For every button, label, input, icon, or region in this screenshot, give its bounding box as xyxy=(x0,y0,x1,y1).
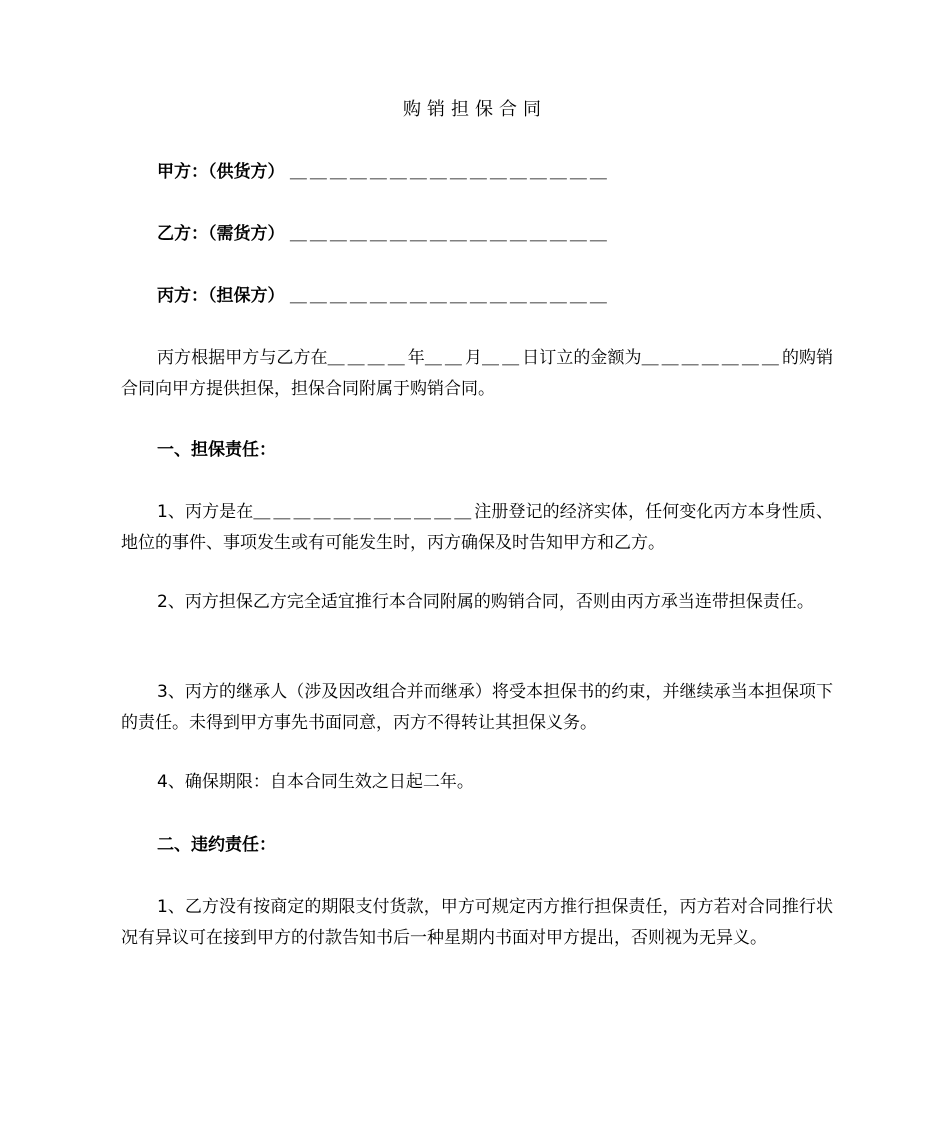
intro-blank-amount: ＿＿＿＿＿＿＿ xyxy=(641,348,782,368)
intro-text-3: 月 xyxy=(464,348,483,368)
section-2-heading: 二、违约责任： xyxy=(157,835,276,855)
section-1-item-3: 3、丙方的继承人（涉及因改组合并而继承）将受本担保书的约束，并继续承当本担保项下的责任。未得到甲方事先书面同意，丙方不得转让其担保义务。 xyxy=(121,682,833,733)
intro-paragraph xyxy=(121,343,833,405)
intro-text-5: 的购销合同向甲方提供担保，担保合同附属于购销合同。 xyxy=(121,348,834,399)
s1-item1-text-b: 注册登记的经济实体，任何变化丙方本身性质、地位的事件、事项发生或有可能发生时，丙方确保及时告知甲方和乙方。 xyxy=(121,502,834,553)
party-b-label: 乙方：（需货方） xyxy=(157,224,285,244)
intro-blank-month: ＿＿ xyxy=(424,348,465,368)
intro-text-2: 年 xyxy=(407,348,425,368)
party-a-blank: ＿＿＿＿＿＿＿＿＿＿＿＿＿＿＿＿ xyxy=(289,162,610,182)
party-c-blank: ＿＿＿＿＿＿＿＿＿＿＿＿＿＿＿＿ xyxy=(289,286,610,306)
intro-blank-day: ＿＿ xyxy=(482,348,523,368)
section-1-item-2: 2、丙方担保乙方完全适宜推行本合同附属的购销合同，否则由丙方承当连带担保责任。 xyxy=(157,592,814,612)
section-2-item-1: 1、乙方没有按商定的期限支付货款，甲方可规定丙方推行担保责任，丙方若对合同推行状况有异议可在接到甲方的付款告知书后一种星期内书面对甲方提出，否则视为无异义。 xyxy=(121,897,833,948)
party-c-label: 丙方：（担保方） xyxy=(157,286,285,306)
s1-item1-text-a: 1、丙方是在 xyxy=(157,502,254,522)
party-b-line xyxy=(157,221,610,247)
intro-text-1: 丙方根据甲方与乙方在 xyxy=(157,348,328,368)
party-b-blank: ＿＿＿＿＿＿＿＿＿＿＿＿＿＿＿＿ xyxy=(289,224,610,244)
party-c-line xyxy=(157,283,610,309)
intro-text-4: 日订立的金额为 xyxy=(522,348,642,368)
party-a-label: 甲方：（供货方） xyxy=(157,162,285,182)
intro-blank-year: ＿＿＿＿ xyxy=(327,348,408,368)
document-title: 购销担保合同 xyxy=(403,99,547,120)
party-a-line xyxy=(157,159,610,185)
section-1-item-4: 4、确保期限：自本合同生效之日起二年。 xyxy=(157,772,474,792)
s1-item1-blank: ＿＿＿＿＿＿＿＿＿＿＿ xyxy=(253,502,475,522)
section-1-heading: 一、担保责任： xyxy=(157,440,276,460)
section-1-item-1 xyxy=(121,497,833,559)
